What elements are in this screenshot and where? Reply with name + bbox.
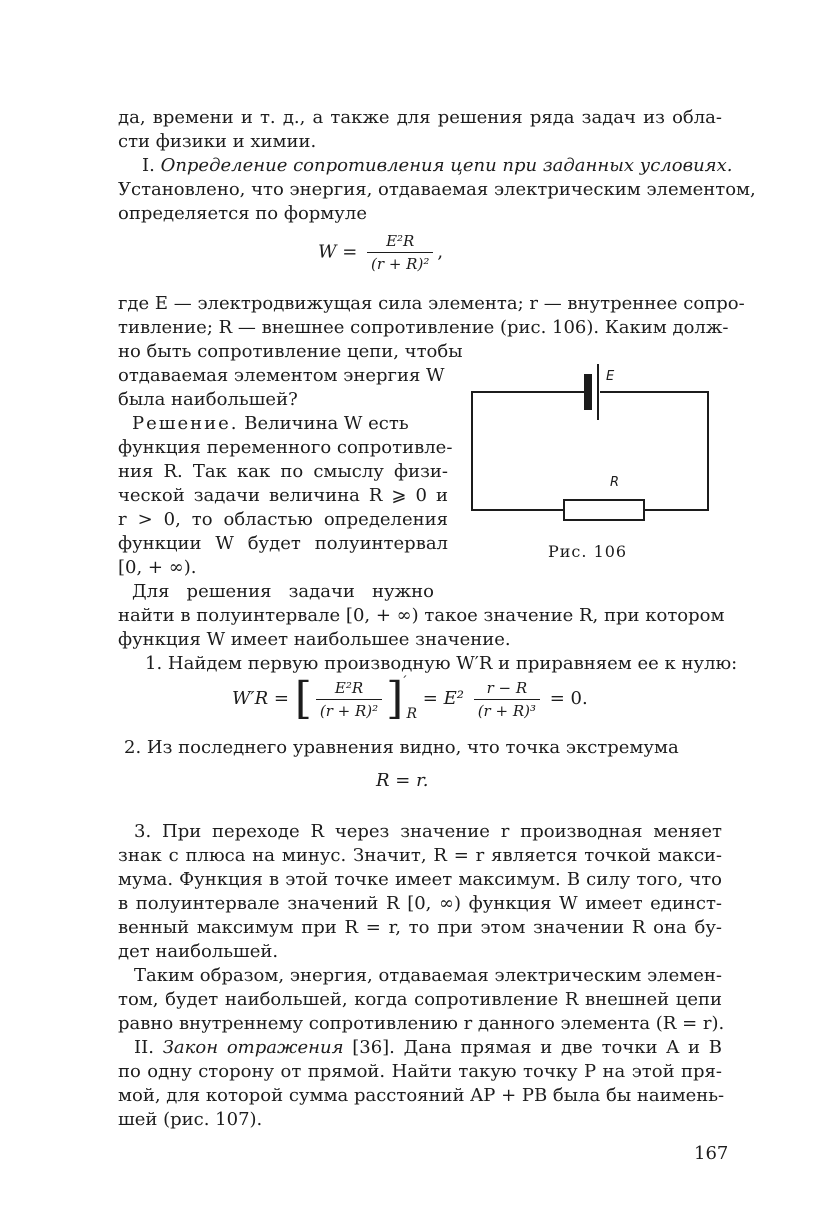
text-line: венный максимум при R = r, то при этом значении R она бу- <box>118 917 722 938</box>
left-bracket: [ <box>294 673 312 724</box>
section-number: II. <box>134 1037 163 1058</box>
page-number: 167 <box>694 1143 729 1164</box>
step-2-line: 2. Из последнего уравнения видно, что точка экстремума <box>124 737 679 758</box>
text-line: Таким образом, энергия, отдаваемая электрическим элемен- <box>134 965 722 986</box>
right-bracket: ] <box>386 673 404 724</box>
text-line: равно внутреннему сопротивлению r данного элемента (R = r). <box>118 1013 725 1034</box>
section-title: Закон отражения <box>162 1037 344 1058</box>
text-line: функции W будет полуинтервал <box>118 533 448 554</box>
solution-line <box>132 412 448 436</box>
figure-caption: Рис. 106 <box>548 542 628 561</box>
solution-text: Величина W есть <box>238 413 409 434</box>
fraction-denominator: (r + R)² <box>319 701 379 720</box>
section-heading <box>142 154 733 178</box>
formula-lhs: W = <box>318 241 358 263</box>
text-line: r > 0, то областью определения <box>118 509 448 530</box>
text-line: шей (рис. 107). <box>118 1109 263 1130</box>
text-line: ния R. Так как по смыслу физи- <box>118 461 448 482</box>
formula-comma: , <box>437 241 444 263</box>
formula-fraction-2 <box>474 679 540 720</box>
text-line: [0, + ∞). <box>118 557 197 578</box>
formula-lhs: W′R = <box>232 688 289 709</box>
text-line: но быть сопротивление цепи, чтобы <box>118 341 463 362</box>
text-line: знак с плюса на минус. Значит, R = r является точкой макси- <box>118 845 722 866</box>
resistance-label: R <box>610 475 620 490</box>
section-text: [36]. Дана прямая и две точки A и B <box>343 1037 722 1058</box>
text-line: тивление; R — внешнее сопротивление (рис. 106). Каким долж- <box>118 317 729 338</box>
formula-rhs: = 0. <box>549 688 588 709</box>
solution-label: Решение. <box>132 413 239 434</box>
step-1-line: 1. Найдем первую производную W′R и приравняем ее к нулю: <box>145 653 738 674</box>
section-title: Определение сопротивления цепи при заданных условиях. <box>160 155 733 176</box>
subscript: R <box>406 706 418 722</box>
fraction-denominator: (r + R)² <box>371 255 430 273</box>
step-3-line: 3. При переходе R через значение r производная меняет <box>134 821 722 842</box>
text-line: сти физики и химии. <box>118 131 317 152</box>
formula-fraction <box>316 679 382 720</box>
text-line: функция переменного сопротивле- <box>118 437 453 458</box>
text-line: отдаваемая элементом энергия W <box>118 365 445 386</box>
section-heading-2 <box>134 1036 722 1060</box>
extremum-formula: R = r. <box>376 770 429 791</box>
text-line: том, будет наибольшей, когда сопротивление R внешней цепи <box>118 989 722 1010</box>
formula-middle: = E² <box>422 688 464 709</box>
text-line: ческой задачи величина R ⩾ 0 и <box>118 485 448 506</box>
resistor <box>564 500 644 520</box>
fraction-denominator: (r + R)³ <box>477 701 536 720</box>
text-line: Установлено, что энергия, отдаваемая электрическим элементом, <box>118 179 756 200</box>
text-line: да, времени и т. д., а также для решения ряда задач из обла- <box>118 107 722 128</box>
text-line: дет наибольшей. <box>118 941 279 962</box>
text-line: определяется по формуле <box>118 203 367 224</box>
text-line: по одну сторону от прямой. Найти такую точку P на этой пря- <box>118 1061 722 1082</box>
derivative-formula <box>232 674 588 722</box>
section-number: I. <box>142 155 161 176</box>
text-line: функция W имеет наибольшее значение. <box>118 629 511 650</box>
circuit-diagram <box>464 360 716 530</box>
text-line: мой, для которой сумма расстояний AP + PB была бы наимень- <box>118 1085 725 1106</box>
text-line: была наибольшей? <box>118 389 298 410</box>
fraction-numerator: E²R <box>316 679 382 700</box>
text-line: в полуинтервале значений R [0, ∞) функция W имеет единст- <box>118 893 722 914</box>
text-line: мума. Функция в этой точке имеет максимум. В силу того, что <box>118 869 722 890</box>
text-line: Для решения задачи нужно <box>132 581 434 602</box>
prime-mark: ′ <box>403 674 407 690</box>
fraction-numerator: r − R <box>474 679 540 700</box>
fraction-numerator: E²R <box>367 232 433 253</box>
emf-label: E <box>606 369 615 384</box>
text-line: где E — электродвижущая сила элемента; r — внутреннее сопро- <box>118 293 745 314</box>
text-line: найти в полуинтервале [0, + ∞) такое значение R, при котором <box>118 605 725 626</box>
energy-formula <box>318 232 443 273</box>
formula-fraction <box>367 232 433 273</box>
